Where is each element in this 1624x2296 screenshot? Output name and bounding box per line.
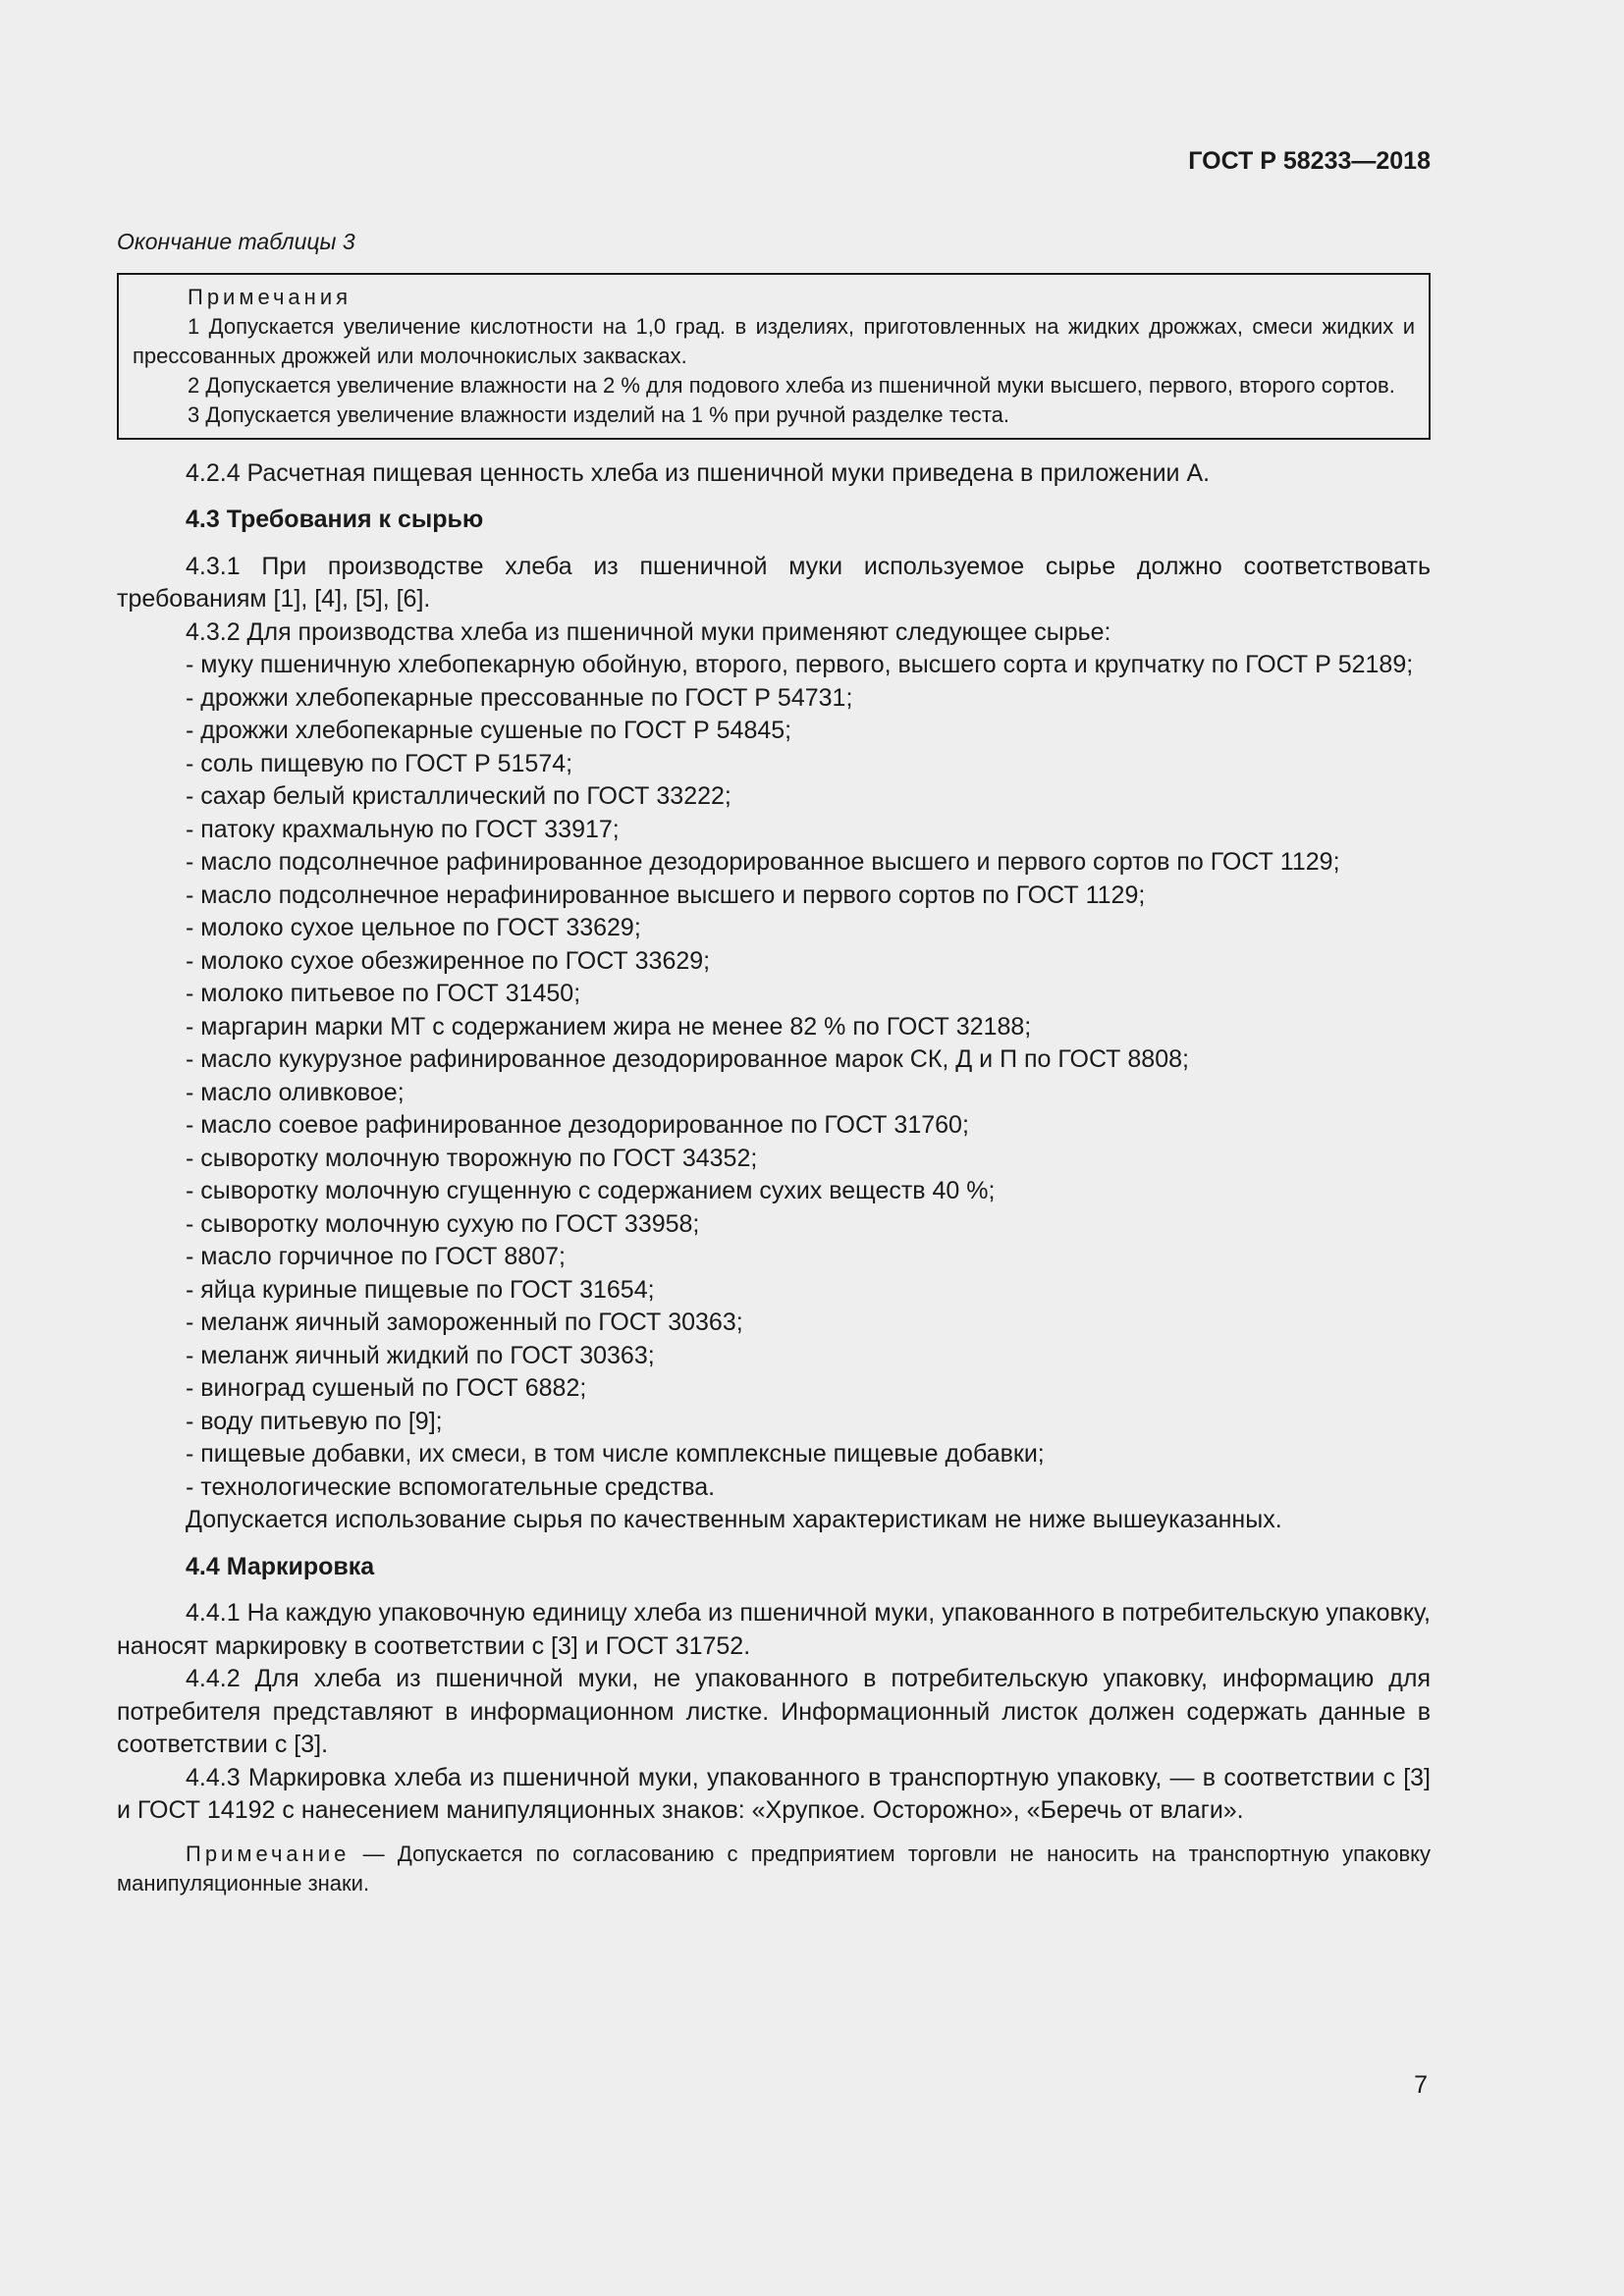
document-id: ГОСТ Р 58233—2018 [1188,147,1431,175]
list-item: - масло оливковое; [186,1078,405,1106]
page-content [117,226,1431,1898]
list-item: - сыворотку молочную сгущенную с содержанием сухих веществ 40 %; [186,1177,996,1204]
list-item: - соль пищевую по ГОСТ Р 51574; [186,749,573,777]
section-title-4-4: 4.4 Маркировка [186,1552,375,1580]
paragraph-4-3-2: 4.3.2 Для производства хлеба из пшеничной муки применяют следующее сырье: [186,617,1111,646]
page-number: 7 [1414,2071,1428,2099]
note-item: 3 Допускается увеличение влажности изделий на 1 % при ручной разделке теста. [188,401,1010,427]
list-item: - пищевые добавки, их смеси, в том числе комплексные пищевые добавки; [186,1440,1045,1468]
list-item: - масло соевое рафинированное дезодорированное по ГОСТ 31760; [186,1111,969,1139]
list-item: - молоко сухое обезжиренное по ГОСТ 33629; [186,946,711,975]
paragraph-4-3-closing: Допускается использование сырья по качественным характеристикам не ниже вышеуказанных. [186,1506,1282,1533]
note-text: — Допускается по согласованию с предприятием торговли не наносить на транспортную упаковку манипуляционные знаки. [117,1841,1431,1896]
list-item: - дрожжи хлебопекарные прессованные по ГОСТ Р 54731; [186,683,853,712]
marking-note [117,1840,1431,1898]
list-item: - масло кукурузное рафинированное дезодорированное марок СК, Д и П по ГОСТ 8808; [186,1045,1189,1073]
list-item: - сыворотку молочную сухую по ГОСТ 33958; [186,1209,700,1238]
list-item: - технологические вспомогательные средства. [186,1472,716,1501]
list-item: - меланж яичный жидкий по ГОСТ 30363; [186,1341,655,1369]
list-item: - масло подсолнечное рафинированное дезодорированное высшего и первого сортов по ГОСТ 1129; [186,848,1340,876]
paragraph-4-3-1: 4.3.1 При производстве хлеба из пшеничной муки используемое сырье должно соответствовать требованиям [1], [4], [5], [6]. [117,552,1431,613]
table-notes-box [117,273,1431,440]
list-item: - меланж яичный замороженный по ГОСТ 30363; [186,1308,743,1336]
list-item: - маргарин марки МТ с содержанием жира не менее 82 % по ГОСТ 32188; [186,1012,1032,1041]
notes-title: Примечания [188,284,352,309]
list-item: - масло подсолнечное нерафинированное высшего и первого сортов по ГОСТ 1129; [186,881,1146,909]
list-item: - яйца куриные пищевые по ГОСТ 31654; [186,1275,655,1304]
note-item: 2 Допускается увеличение влажности на 2 % для подового хлеба из пшеничной муки высшего, первого, второго сортов. [188,372,1395,398]
list-item: - сахар белый кристаллический по ГОСТ 33222; [186,782,731,810]
note-label: Примечание [186,1841,351,1866]
list-item: - дрожжи хлебопекарные сушеные по ГОСТ Р 54845; [186,717,792,744]
list-item: - молоко питьевое по ГОСТ 31450; [186,980,581,1007]
note-item: 1 Допускается увеличение кислотности на 1,0 град. в изделиях, приготовленных на жидких дрожжах, смеси жидких и прессованных дрожжей или молочнокислых заквасках. [133,313,1415,368]
list-item: - воду питьевую по [9]; [186,1407,443,1435]
raw-materials-list [117,649,1431,1504]
list-item: - муку пшеничную хлебопекарную обойную, второго, первого, высшего сорта и крупчатку по ГОСТ Р 52189; [186,651,1414,678]
paragraph-4-4-3: 4.4.3 Маркировка хлеба из пшеничной муки, упакованного в транспортную упаковку, — в соответствии с [3] и ГОСТ 14192 с нанесением манипуляционных знаков: «Хрупкое. Осторожно», «Беречь от влаги». [117,1763,1431,1824]
list-item: - масло горчичное по ГОСТ 8807; [186,1243,566,1270]
list-item: - молоко сухое цельное по ГОСТ 33629; [186,914,641,941]
table-caption: Окончание таблицы 3 [117,229,355,254]
paragraph-4-2-4: 4.2.4 Расчетная пищевая ценность хлеба из пшеничной муки приведена в приложении А. [186,458,1211,487]
list-item: - виноград сушеный по ГОСТ 6882; [186,1374,587,1402]
section-title-4-3: 4.3 Требования к сырью [186,506,484,533]
paragraph-4-4-1: 4.4.1 На каждую упаковочную единицу хлеба из пшеничной муки, упакованного в потребительскую упаковку, наносят маркировку в соответствии с [3] и ГОСТ 31752. [117,1599,1431,1660]
list-item: - патоку крахмальную по ГОСТ 33917; [186,815,620,843]
list-item: - сыворотку молочную творожную по ГОСТ 34352; [186,1144,758,1172]
paragraph-4-4-2: 4.4.2 Для хлеба из пшеничной муки, не упакованного в потребительскую упаковку, информацию для потребителя представляют в информационном листке. Информационный листок должен содержать данные в соответствии с [3]. [117,1665,1431,1758]
